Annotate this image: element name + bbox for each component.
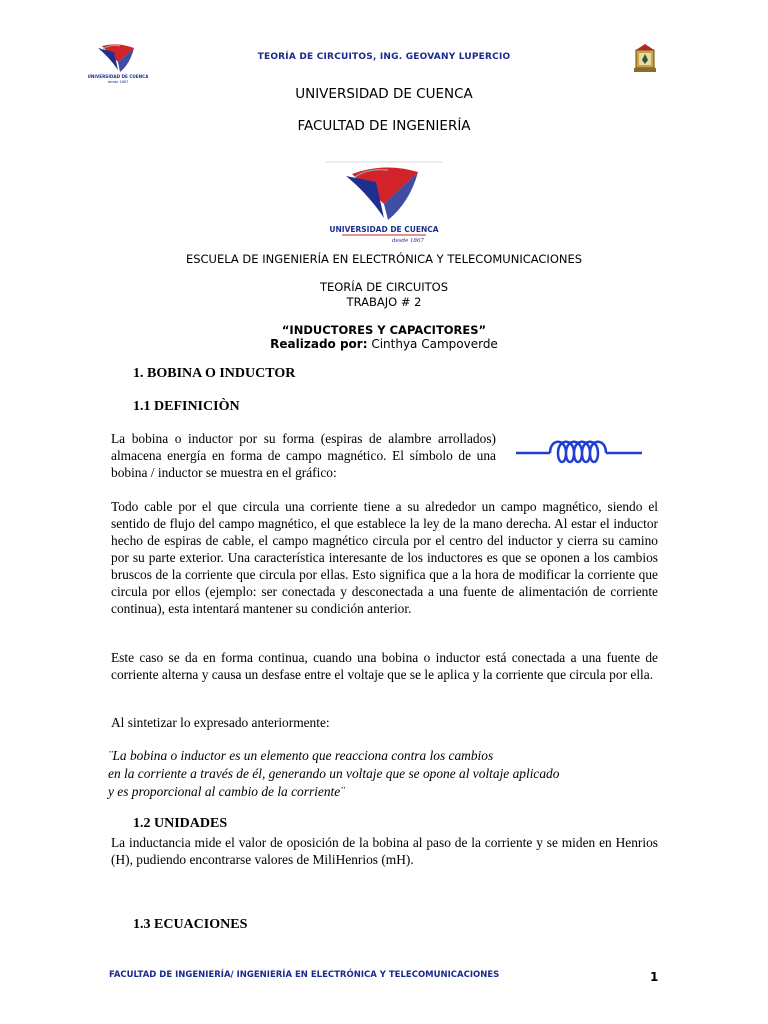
header-title: TEORÍA DE CIRCUITOS, ING. GEOVANY LUPERCIO bbox=[257, 52, 511, 62]
work-title: “INDUCTORES Y CAPACITORES” bbox=[281, 323, 487, 337]
section-heading-1-2: 1.2 UNIDADES bbox=[133, 816, 228, 831]
university-logo-small bbox=[88, 40, 148, 86]
school-name: ESCUELA DE INGENIERÍA EN ELECTRÓNICA Y TELECOMUNICACIONES bbox=[185, 252, 583, 266]
section-heading-1: 1. BOBINA O INDUCTOR bbox=[133, 366, 296, 381]
university-logo bbox=[318, 160, 450, 246]
definition-paragraph: La bobina o inductor por su forma (espiras de alambre arrollados) almacena energía en forma de campo magnético. El símbolo de una bobina / inductor se muestra en el gráfico: bbox=[111, 431, 496, 480]
author-name: Cinthya Campoverde bbox=[367, 337, 498, 351]
section-heading-1-1: 1.1 DEFINICIÒN bbox=[133, 399, 240, 414]
quote-line: en la corriente a través de él, generando un voltaje que se opone al voltaje aplicado bbox=[108, 766, 560, 781]
author-line bbox=[0, 337, 768, 351]
paragraph-units: La inductancia mide el valor de oposición de la bobina al paso de la corriente y se miden en Henrios (H), pudiendo encontrarse valores de MiliHenrios (mH). bbox=[111, 835, 658, 867]
footer-text: FACULTAD DE INGENIERÍA/ INGENIERÍA EN ELECTRÓNICA Y TELECOMUNICACIONES bbox=[109, 970, 500, 980]
logo-small-sub: desde 1867 bbox=[107, 80, 129, 84]
paragraph-alternating-current: Este caso se da en forma continua, cuando una bobina o inductor está conectada a una fuente de corriente alterna y causa un desfase entre el voltaje que se le aplica y la corriente que circula por ella. bbox=[111, 650, 658, 682]
paragraph-summary-intro: Al sintetizar lo expresado anteriormente: bbox=[111, 715, 330, 730]
assignment-number: TRABAJO # 2 bbox=[346, 295, 422, 309]
quote-line: ¨La bobina o inductor es un elemento que reacciona contra los cambios bbox=[108, 748, 494, 763]
logo-sub: desde 1867 bbox=[391, 238, 425, 244]
faculty-name: FACULTAD DE INGENIERÍA bbox=[297, 118, 471, 134]
page-number: 1 bbox=[650, 970, 659, 984]
crest-icon bbox=[630, 40, 660, 74]
logo-caption: UNIVERSIDAD DE CUENCA bbox=[329, 225, 439, 234]
definition-quote bbox=[108, 747, 668, 801]
inductor-symbol-icon bbox=[516, 432, 644, 472]
quote-line: y es proporcional al cambio de la corriente¨ bbox=[108, 784, 345, 799]
paragraph-magnetic-field: Todo cable por el que circula una corriente tiene a su alrededor un campo magnético, siendo el sentido de flujo del campo magnético, el que establece la ley de la mano derecha. Al estar el inductor hecho de espiras de cable, el campo magnético circula por el centro del inductor y cierra su camino por su parte exterior. Una característica interesante de los inductores es que se oponen a los cambios bruscos de la corriente que circula por ellas. Esto significa que a la hora de modificar la corriente que circula por ellos (ejemplo: ser conectada y desconectada a una fuente de alimentación de corriente continua), esta intentará mantener su condición anterior. bbox=[111, 499, 658, 616]
section-heading-1-3: 1.3 ECUACIONES bbox=[133, 917, 248, 932]
logo-small-caption: UNIVERSIDAD DE CUENCA bbox=[88, 74, 148, 79]
university-name: UNIVERSIDAD DE CUENCA bbox=[295, 86, 473, 102]
author-label: Realizado por: bbox=[270, 337, 368, 351]
course-name: TEORÍA DE CIRCUITOS bbox=[319, 280, 449, 294]
